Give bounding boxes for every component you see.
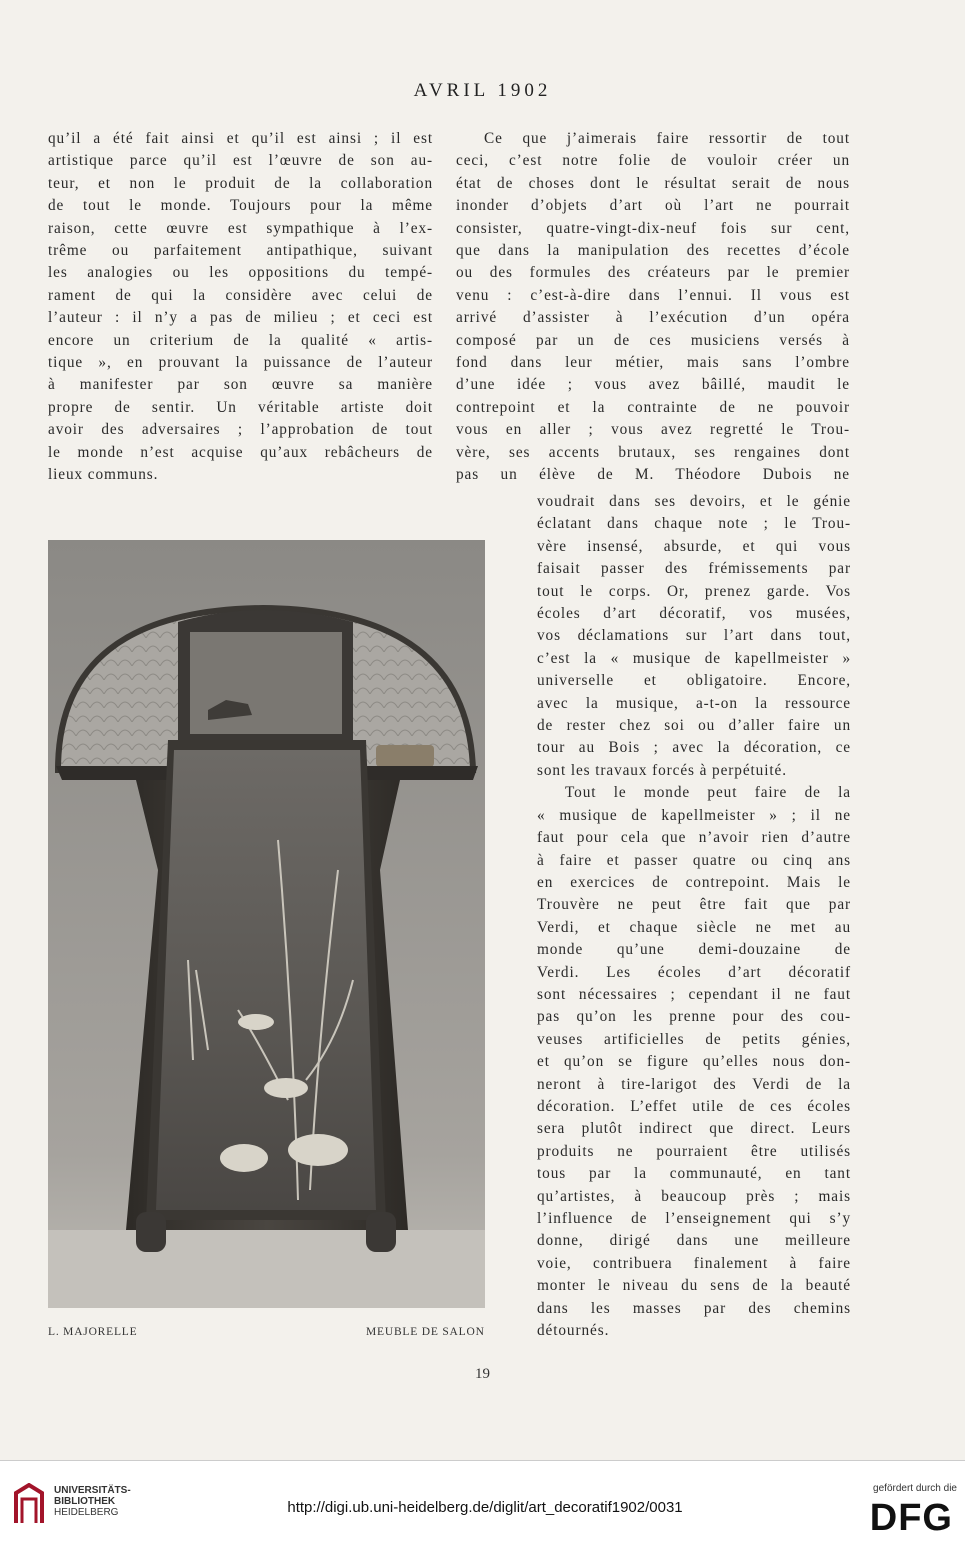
text-line: monter le niveau du sens de la beauté: [537, 1277, 851, 1295]
text-line: en exercices de contrepoint. Mais le: [537, 873, 851, 891]
text-line: sont nécessaires ; cependant il ne faut: [537, 985, 851, 1003]
library-line: HEIDELBERG: [54, 1507, 119, 1518]
text-line: arrivé d’assister à l’exécution d’un opéra: [456, 309, 850, 327]
text-line: ou des formules des créateurs par le premier: [456, 264, 850, 282]
bowl-ornament: [376, 745, 434, 767]
caption-title: MEUBLE DE SALON: [366, 1326, 485, 1338]
text-line: fond dans leur métier, mais sans l’ombre: [456, 354, 850, 372]
salon-cabinet-illustration: [48, 540, 485, 1308]
text-line: de tout le monde. Toujours pour la même: [48, 197, 433, 215]
text-line: vos déclamations sur l’art dans tout,: [537, 627, 851, 645]
text-line: faisait passer des frémissements par: [537, 560, 851, 578]
text-line: tout le corps. Or, prenez garde. Vos: [537, 582, 851, 600]
permalink-url[interactable]: http://digi.ub.uni-heidelberg.de/diglit/art_decoratif1902/0031: [287, 1499, 683, 1516]
text-line: artistique parce qu’il est l’œuvre de son au-: [48, 152, 433, 170]
text-line: consister, quatre-vingt-dix-neuf fois sur cent,: [456, 219, 850, 237]
text-line: monde qu’une demi-douzaine de: [537, 941, 851, 959]
text-line: Tout le monde peut faire de la: [565, 784, 851, 802]
text-line: neront à tire-larigot des Verdi de la: [537, 1075, 851, 1093]
text-line: pas un élève de M. Théodore Dubois ne: [456, 466, 850, 484]
text-line: lieux communs.: [48, 466, 159, 484]
text-line: c’est la « musique de kapellmeister »: [537, 649, 851, 667]
text-line: composé par un de ces musiciens versés à: [456, 331, 850, 349]
library-line: UNIVERSITÄTS-: [54, 1485, 131, 1496]
dfg-logo: DFG: [869, 1497, 953, 1539]
furniture-photograph: [48, 540, 485, 1308]
text-line: qu’il a été fait ainsi et qu’il est ainsi ; il est: [48, 130, 433, 147]
text-line: à faire et passer quatre ou cinq ans: [537, 851, 851, 869]
left-column-text: [48, 128, 433, 487]
text-line: d’une idée ; vous avez bâillé, maudit le: [456, 376, 850, 394]
text-line: tous par la communauté, en tant: [537, 1165, 851, 1183]
text-line: vous en aller ; vous avez regretté le Trou-: [456, 421, 850, 439]
text-line: voudrait dans ses devoirs, et le génie: [537, 493, 851, 510]
text-line: Trouvère ne peut être fait que par: [537, 896, 851, 914]
text-line: écoles d’art décoratif, vos musées,: [537, 605, 851, 623]
text-line: produits ne pourraient être utilisés: [537, 1142, 851, 1160]
text-line: « musique de kapellmeister » ; il ne: [537, 806, 851, 824]
text-line: dans les masses par des chemins: [537, 1299, 851, 1317]
text-line: rament de qui la considère avec celui de: [48, 286, 433, 304]
text-line: décoration. L’effet utile de ces écoles: [537, 1097, 851, 1115]
text-line: ceci, c’est notre folie de vouloir créer un: [456, 152, 850, 170]
text-line: avoir des adversaires ; l’approbation de tout: [48, 421, 433, 439]
floor: [48, 1230, 485, 1308]
text-line: voie, contribuera finalement à faire: [537, 1254, 851, 1272]
text-line: Verdi. Les écoles d’art décoratif: [537, 963, 851, 981]
text-line: que dans la manipulation des recettes d’école: [456, 242, 850, 260]
text-line: propre de sentir. Un véritable artiste doit: [48, 398, 433, 416]
text-line: tique », en prouvant la puissance de l’auteur: [48, 354, 433, 372]
text-line: état de choses dont le résultat serait de nous: [456, 174, 850, 192]
text-line: tour au Bois ; avec la décoration, ce: [537, 739, 851, 757]
text-line: l’auteur : il n’y a pas de milieu ; et ceci est: [48, 309, 433, 327]
text-line: venu : c’est-à-dire dans l’ennui. Il vous est: [456, 286, 850, 304]
library-line: BIBLIOTHEK: [54, 1496, 116, 1507]
library-logo-icon: [10, 1483, 48, 1529]
text-line: teur, et non le produit de la collaboration: [48, 174, 433, 192]
text-line: de rester chez soi ou d’aller faire un: [537, 717, 851, 735]
text-line: qu’artistes, à beaucoup près ; mais: [537, 1187, 851, 1205]
caption-artist: L. MAJORELLE: [48, 1326, 138, 1338]
text-line: à manifester par son œuvre sa manière: [48, 376, 433, 394]
text-line: sera plutôt indirect que direct. Leurs: [537, 1120, 851, 1138]
text-line: l’influence de l’enseignement qui s’y: [537, 1210, 851, 1227]
text-line: les analogies ou les oppositions du tempé-: [48, 264, 433, 282]
running-title: AVRIL 1902: [413, 80, 552, 101]
digitization-footer: [0, 1460, 965, 1546]
text-line: veuses artificielles de petits génies,: [537, 1030, 851, 1048]
text-line: encore un criterium de la qualité « artis-: [48, 331, 433, 349]
text-line: le monde n’est acquise qu’aux rebâcheurs de: [48, 443, 433, 461]
text-line: sont les travaux forcés à perpétuité.: [537, 761, 787, 779]
text-line: inonder d’objets d’art où l’art ne pourrait: [456, 197, 850, 215]
right-column-text-bottom: [537, 491, 851, 1342]
text-line: trême ou parfaitement antipathique, suivant: [48, 242, 433, 260]
funded-by-label: gefördert durch die: [873, 1483, 957, 1494]
text-line: détournés.: [537, 1322, 610, 1340]
text-line: faut pour cela que n’avoir rien d’autre: [537, 829, 851, 847]
text-line: vère insensé, absurde, et qui vous: [537, 537, 851, 555]
text-line: donne, dirigé dans une meilleure: [537, 1232, 851, 1250]
page-number: 19: [475, 1366, 490, 1382]
library-name: [54, 1485, 131, 1518]
text-line: contrepoint et la contrainte de ne pouvoir: [456, 398, 850, 416]
text-line: avec la musique, a-t-on la ressource: [537, 694, 851, 712]
right-column-text-top: [456, 128, 850, 487]
text-line: éclatant dans chaque note ; le Trou-: [537, 515, 851, 533]
text-line: vère, ses accents brutaux, ses rengaines dont: [456, 443, 850, 461]
text-line: Ce que j’aimerais faire ressortir de tout: [484, 130, 850, 147]
text-line: pas qu’on les prenne pour des cou-: [537, 1008, 851, 1026]
text-line: raison, cette œuvre est sympathique à l’ex-: [48, 219, 433, 237]
text-line: et qu’on se figure qu’elles nous don-: [537, 1053, 851, 1071]
text-line: universelle et obligatoire. Encore,: [537, 672, 851, 690]
text-line: Verdi, et chaque siècle ne met au: [537, 918, 851, 936]
